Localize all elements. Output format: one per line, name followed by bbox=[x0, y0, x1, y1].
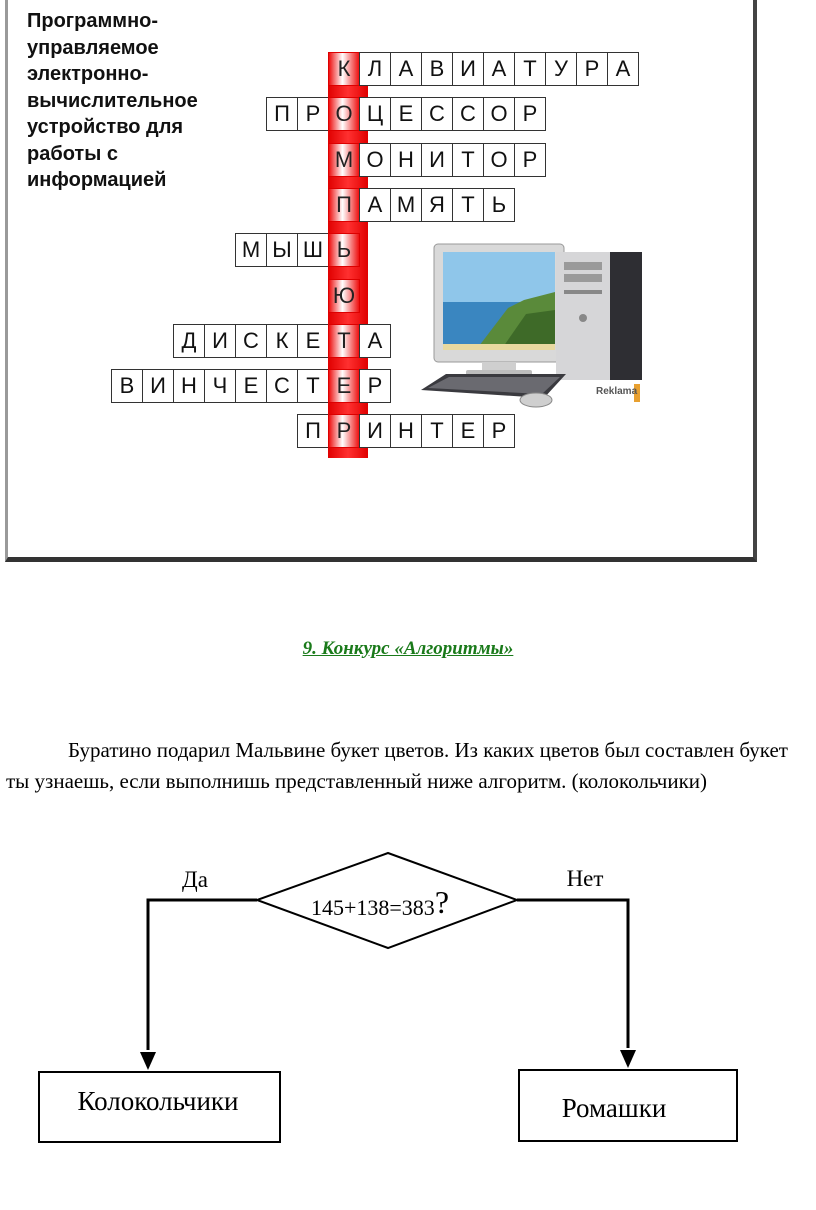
crossword-row bbox=[235, 233, 359, 267]
crossword-cell: Е bbox=[297, 324, 329, 358]
crossword-cell: А bbox=[483, 52, 515, 86]
crossword-cell: Е bbox=[452, 414, 484, 448]
crossword-cell: Р bbox=[514, 143, 546, 177]
crossword-cell: П bbox=[297, 414, 329, 448]
computer-image bbox=[416, 240, 654, 410]
crossword-clue: Программно-управляемое электронно-вычислительное устройство для работы с информацией bbox=[27, 10, 198, 191]
crossword-cell: Е bbox=[390, 97, 422, 131]
crossword-row bbox=[328, 143, 545, 177]
crossword-row bbox=[328, 52, 638, 86]
crossword-cell: О bbox=[483, 143, 515, 177]
crossword-cell: Ш bbox=[297, 233, 329, 267]
crossword-row bbox=[328, 188, 514, 222]
crossword-row bbox=[173, 324, 390, 358]
crossword-key-cell: Е bbox=[328, 369, 360, 403]
task-text: Буратино подарил Мальвине букет цветов. Из каких цветов был составлен букет ты узнаешь, если выполнишь представленный ниже алгоритм. (колокольчики) bbox=[6, 738, 788, 793]
crossword-key-cell: Ь bbox=[328, 233, 360, 267]
crossword-key-cell: К bbox=[328, 52, 360, 86]
crossword-cell: Т bbox=[514, 52, 546, 86]
crossword-row bbox=[297, 414, 514, 448]
crossword-cell: В bbox=[111, 369, 143, 403]
flowchart bbox=[0, 840, 816, 1200]
crossword-cell: М bbox=[235, 233, 267, 267]
crossword-row bbox=[266, 97, 545, 131]
crossword-cell: И bbox=[204, 324, 236, 358]
yes-arrowhead bbox=[140, 1052, 156, 1070]
no-result-text: Ромашки bbox=[561, 1093, 667, 1123]
crossword-cell: Р bbox=[514, 97, 546, 131]
yes-result-text: Колокольчики bbox=[77, 1086, 239, 1116]
crossword-key-cell: М bbox=[328, 143, 360, 177]
crossword-key-cell: Ю bbox=[328, 279, 360, 313]
crossword-key-cell: П bbox=[328, 188, 360, 222]
crossword-cell: С bbox=[452, 97, 484, 131]
crossword-cell: У bbox=[545, 52, 577, 86]
crossword-cell: Н bbox=[390, 143, 422, 177]
crossword-cell: И bbox=[142, 369, 174, 403]
contest-heading: 9. Конкурс «Алгоритмы» bbox=[302, 638, 514, 659]
decision-condition: 145+138=383? bbox=[310, 884, 450, 920]
crossword-cell: Л bbox=[359, 52, 391, 86]
crossword-cell: Д bbox=[173, 324, 205, 358]
crossword-cell: А bbox=[607, 52, 639, 86]
no-connector bbox=[517, 900, 628, 1048]
crossword-cell: А bbox=[390, 52, 422, 86]
crossword-row bbox=[328, 279, 359, 313]
crossword-slide bbox=[5, 0, 757, 562]
crossword-cell: Ь bbox=[483, 188, 515, 222]
crossword-cell: Ч bbox=[204, 369, 236, 403]
no-label: Нет bbox=[566, 866, 604, 891]
crossword-cell: К bbox=[266, 324, 298, 358]
crossword-cell: О bbox=[359, 143, 391, 177]
crossword-cell: М bbox=[390, 188, 422, 222]
crossword-cell: В bbox=[421, 52, 453, 86]
no-arrowhead bbox=[620, 1050, 636, 1068]
crossword-cell: И bbox=[452, 52, 484, 86]
crossword-cell: А bbox=[359, 188, 391, 222]
crossword-cell: С bbox=[266, 369, 298, 403]
crossword-cell: Т bbox=[452, 188, 484, 222]
crossword-cell: С bbox=[421, 97, 453, 131]
brand-label: Reklama bbox=[596, 386, 638, 397]
crossword-cell: Т bbox=[452, 143, 484, 177]
crossword-cell: Я bbox=[421, 188, 453, 222]
crossword-cell: Н bbox=[390, 414, 422, 448]
crossword-cell: Р bbox=[576, 52, 608, 86]
crossword-cell: И bbox=[421, 143, 453, 177]
crossword-cell: О bbox=[483, 97, 515, 131]
crossword-cell: Р bbox=[359, 369, 391, 403]
crossword-key-cell: Р bbox=[328, 414, 360, 448]
crossword-cell: Н bbox=[173, 369, 205, 403]
crossword-cell: Р bbox=[297, 97, 329, 131]
crossword-key-cell: О bbox=[328, 97, 360, 131]
crossword-cell: П bbox=[266, 97, 298, 131]
crossword-cell: Т bbox=[421, 414, 453, 448]
crossword-cell: Т bbox=[297, 369, 329, 403]
crossword-key-cell: Т bbox=[328, 324, 360, 358]
crossword-cell: Р bbox=[483, 414, 515, 448]
yes-label: Да bbox=[182, 867, 208, 892]
crossword-cell: А bbox=[359, 324, 391, 358]
crossword-cell: Е bbox=[235, 369, 267, 403]
crossword-cell: Ц bbox=[359, 97, 391, 131]
crossword-cell: Ы bbox=[266, 233, 298, 267]
yes-connector bbox=[148, 900, 257, 1050]
crossword-row bbox=[111, 369, 390, 403]
crossword-cell: С bbox=[235, 324, 267, 358]
crossword-cell: И bbox=[359, 414, 391, 448]
